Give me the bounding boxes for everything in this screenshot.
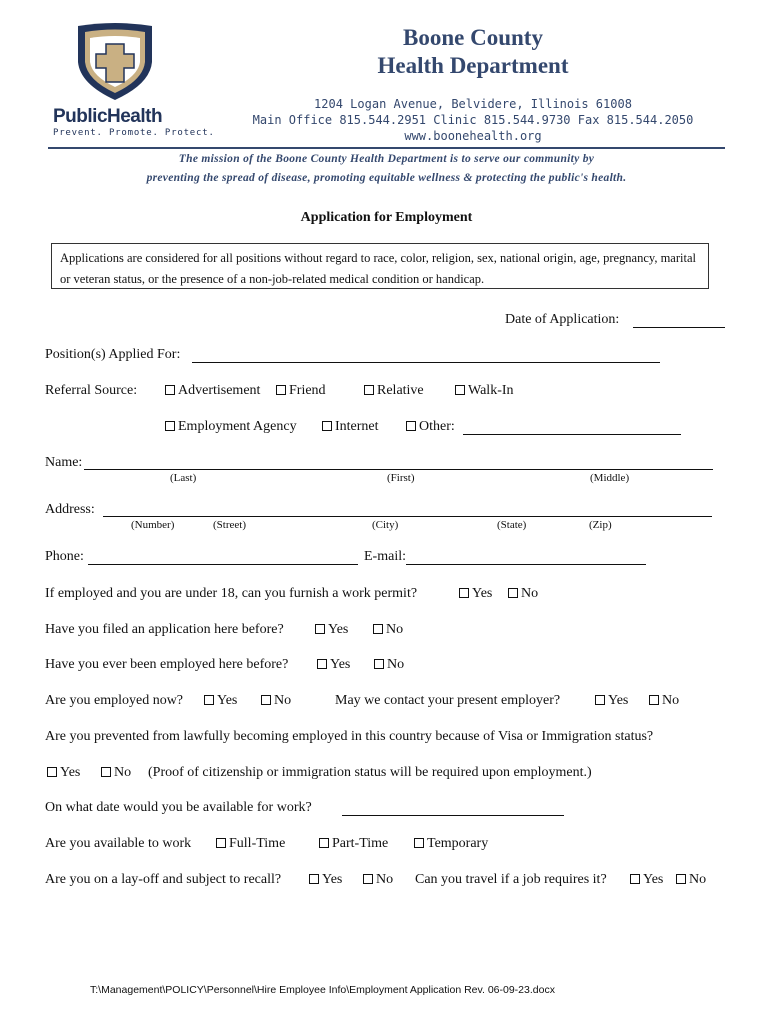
checkbox-icon[interactable]: [455, 385, 465, 395]
checkbox-icon[interactable]: [317, 659, 327, 669]
question-layoff: Are you on a lay-off and subject to recall?: [45, 872, 282, 887]
address-street-caption: (Street): [213, 519, 246, 531]
header-divider: [48, 147, 725, 149]
checkbox-icon[interactable]: [508, 588, 518, 598]
footer-file-path: T:\Management\POLICY\Personnel\Hire Employee Info\Employment Application Rev. 06-09-23.docx: [90, 984, 555, 996]
email-label: E-mail:: [364, 549, 406, 564]
position-field[interactable]: [192, 362, 660, 363]
checkbox-icon[interactable]: [374, 659, 384, 669]
checkbox-icon[interactable]: [309, 874, 319, 884]
referral-other-field[interactable]: [463, 434, 681, 435]
checkbox-icon[interactable]: [595, 695, 605, 705]
form-title: Application for Employment: [300, 210, 473, 225]
name-field[interactable]: [84, 469, 713, 470]
referral-employment-agency[interactable]: Employment Agency: [165, 419, 297, 435]
org-name-line2: Health Department: [377, 53, 569, 78]
date-label: Date of Application:: [505, 312, 620, 327]
org-website[interactable]: www.boonehealth.org: [404, 129, 542, 143]
checkbox-icon[interactable]: [414, 838, 424, 848]
checkbox-icon[interactable]: [322, 421, 332, 431]
travel-no[interactable]: No: [676, 872, 706, 888]
referral-walkin[interactable]: Walk-In: [455, 383, 514, 399]
checkbox-icon[interactable]: [364, 385, 374, 395]
question-filed-before: Have you filed an application here before?: [45, 622, 284, 637]
referral-advertisement[interactable]: Advertisement: [165, 383, 260, 399]
checkbox-icon[interactable]: [101, 767, 111, 777]
date-field[interactable]: [633, 327, 725, 328]
referral-label: Referral Source:: [45, 383, 138, 398]
address-number-caption: (Number): [131, 519, 175, 531]
question-available-date: On what date would you be available for work?: [45, 800, 312, 815]
checkbox-icon[interactable]: [363, 874, 373, 884]
referral-internet[interactable]: Internet: [322, 419, 379, 435]
phone-field[interactable]: [88, 564, 358, 565]
org-address: 1204 Logan Avenue, Belvidere, Illinois 61008: [314, 97, 632, 111]
checkbox-icon[interactable]: [165, 385, 175, 395]
name-last-caption: (Last): [170, 472, 197, 484]
filed-before-yes[interactable]: Yes: [315, 622, 348, 638]
referral-other[interactable]: Other:: [406, 419, 455, 435]
address-city-caption: (City): [372, 519, 399, 531]
address-state-caption: (State): [497, 519, 527, 531]
employed-now-no[interactable]: No: [261, 693, 291, 709]
visa-yes[interactable]: Yes: [47, 765, 80, 781]
address-field[interactable]: [103, 516, 712, 517]
checkbox-icon[interactable]: [630, 874, 640, 884]
employed-before-yes[interactable]: Yes: [317, 657, 350, 673]
logo-brand-text: PublicHealth: [53, 106, 163, 127]
available-date-field[interactable]: [342, 815, 564, 816]
shield-cross-icon: [48, 22, 183, 102]
checkbox-icon[interactable]: [261, 695, 271, 705]
checkbox-icon[interactable]: [165, 421, 175, 431]
public-health-logo: [48, 22, 215, 140]
layoff-yes[interactable]: Yes: [309, 872, 342, 888]
visa-no[interactable]: No: [101, 765, 131, 781]
checkbox-icon[interactable]: [373, 624, 383, 634]
question-employed-now: Are you employed now?: [45, 693, 184, 708]
org-name-line1: Boone County: [403, 25, 543, 50]
mission-line1: The mission of the Boone County Health Department is to serve our community by: [178, 153, 595, 165]
checkbox-icon[interactable]: [406, 421, 416, 431]
name-label: Name:: [45, 455, 83, 470]
logo-tagline: Prevent. Promote. Protect.: [53, 128, 215, 138]
travel-yes[interactable]: Yes: [630, 872, 663, 888]
position-label: Position(s) Applied For:: [45, 347, 181, 362]
checkbox-icon[interactable]: [216, 838, 226, 848]
contact-employer-yes[interactable]: Yes: [595, 693, 628, 709]
referral-relative[interactable]: Relative: [364, 383, 424, 399]
layoff-no[interactable]: No: [363, 872, 393, 888]
available-part-time[interactable]: Part-Time: [319, 836, 388, 852]
checkbox-icon[interactable]: [459, 588, 469, 598]
name-middle-caption: (Middle): [590, 472, 630, 484]
filed-before-no[interactable]: No: [373, 622, 403, 638]
equal-opportunity-notice: Applications are considered for all positions without regard to race, color, religion, sex, national origin, age, pregnancy, marital or veteran status, or the presence of a non-job-related medical condition or handicap.: [51, 243, 709, 289]
question-work-permit: If employed and you are under 18, can you furnish a work permit?: [45, 586, 418, 601]
name-first-caption: (First): [387, 472, 415, 484]
visa-note: (Proof of citizenship or immigration status will be required upon employment.): [148, 765, 592, 780]
checkbox-icon[interactable]: [204, 695, 214, 705]
question-employed-before: Have you ever been employed here before?: [45, 657, 289, 672]
employed-before-no[interactable]: No: [374, 657, 404, 673]
question-visa: Are you prevented from lawfully becoming employed in this country because of Visa or Immigration status?: [45, 729, 654, 744]
work-permit-no[interactable]: No: [508, 586, 538, 602]
address-label: Address:: [45, 502, 95, 517]
address-zip-caption: (Zip): [589, 519, 612, 531]
phone-label: Phone:: [45, 549, 84, 564]
available-temporary[interactable]: Temporary: [414, 836, 488, 852]
available-full-time[interactable]: Full-Time: [216, 836, 285, 852]
checkbox-icon[interactable]: [276, 385, 286, 395]
checkbox-icon[interactable]: [319, 838, 329, 848]
work-permit-yes[interactable]: Yes: [459, 586, 492, 602]
checkbox-icon[interactable]: [315, 624, 325, 634]
question-travel: Can you travel if a job requires it?: [415, 872, 607, 887]
checkbox-icon[interactable]: [676, 874, 686, 884]
question-contact-employer: May we contact your present employer?: [335, 693, 561, 708]
email-field[interactable]: [406, 564, 646, 565]
contact-employer-no[interactable]: No: [649, 693, 679, 709]
question-available-type: Are you available to work: [45, 836, 192, 851]
mission-line2: preventing the spread of disease, promoting equitable wellness & protecting the public's health.: [146, 172, 627, 184]
checkbox-icon[interactable]: [649, 695, 659, 705]
employed-now-yes[interactable]: Yes: [204, 693, 237, 709]
referral-friend[interactable]: Friend: [276, 383, 326, 399]
checkbox-icon[interactable]: [47, 767, 57, 777]
org-phones: Main Office 815.544.2951 Clinic 815.544.9730 Fax 815.544.2050: [252, 113, 694, 127]
